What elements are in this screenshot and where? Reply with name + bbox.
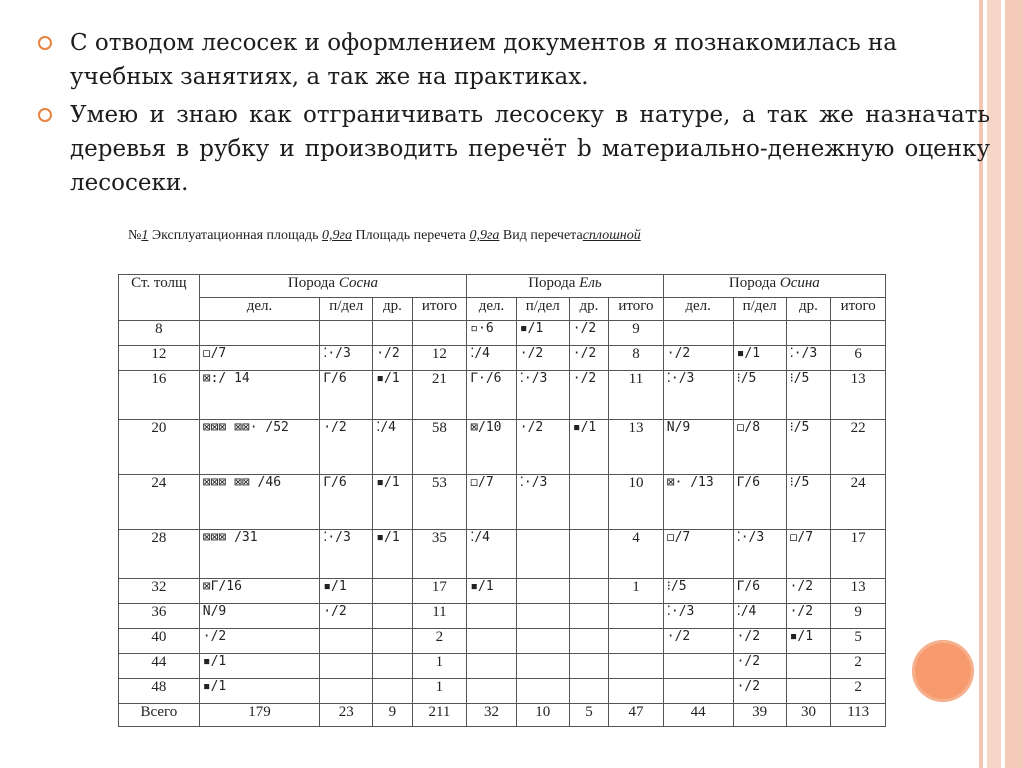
tally-cell: ·/2 [663, 346, 733, 371]
tally-cell: ⁚/4 [373, 420, 412, 475]
tally-cell: ⁝/5 [733, 371, 786, 420]
tally-cell: ⁚·/3 [516, 475, 569, 530]
tally-cell: ⊠:/ 14 [199, 371, 319, 420]
tally-cell [786, 654, 831, 679]
total-cell: 211 [412, 704, 467, 727]
tally-cell: N/9 [199, 604, 319, 629]
diameter-cell: 12 [119, 346, 200, 371]
subtotal-cell: 13 [609, 420, 664, 475]
diameter-cell: 20 [119, 420, 200, 475]
subtotal-cell: 21 [412, 371, 467, 420]
subheader-cell: дел. [663, 298, 733, 321]
tally-cell: ⊠/10 [467, 420, 517, 475]
subtotal-cell: 13 [831, 371, 886, 420]
total-cell: 23 [320, 704, 373, 727]
tally-cell [467, 679, 517, 704]
subtotal-cell: 1 [412, 679, 467, 704]
tally-cell: ·/2 [320, 604, 373, 629]
tally-cell: ▪/1 [373, 530, 412, 579]
tally-cell: ▪/1 [569, 420, 608, 475]
tally-cell: ◻/7 [199, 346, 319, 371]
tally-cell [467, 629, 517, 654]
subheader-cell: др. [373, 298, 412, 321]
total-cell: 113 [831, 704, 886, 727]
subtotal-cell: 12 [412, 346, 467, 371]
table-row [119, 321, 886, 346]
diameter-cell: 36 [119, 604, 200, 629]
tally-cell: ▪/1 [373, 371, 412, 420]
total-label: Всего [119, 704, 200, 727]
table-row [119, 346, 886, 371]
tally-cell [373, 321, 412, 346]
diameter-cell: 28 [119, 530, 200, 579]
subheader-cell: дел. [467, 298, 517, 321]
tally-cell: ·/2 [733, 629, 786, 654]
subtotal-cell: 9 [831, 604, 886, 629]
tally-cell: ·/2 [786, 579, 831, 604]
tally-cell [733, 321, 786, 346]
tally-cell: ▪/1 [199, 679, 319, 704]
bullet-item [38, 98, 990, 200]
tally-cell [569, 604, 608, 629]
tally-cell: ·/2 [516, 346, 569, 371]
bullet-item [38, 26, 990, 94]
tally-cell [569, 475, 608, 530]
subheader-cell: итого [609, 298, 664, 321]
table-row [119, 579, 886, 604]
total-cell: 39 [733, 704, 786, 727]
tally-cell [569, 629, 608, 654]
tally-cell: ⁚·/3 [733, 530, 786, 579]
tally-cell: ⁚·/3 [663, 604, 733, 629]
total-row [119, 704, 886, 727]
tally-cell: Γ/6 [320, 475, 373, 530]
tally-cell [569, 679, 608, 704]
subtotal-cell: 1 [412, 654, 467, 679]
tally-cell [199, 321, 319, 346]
subtotal-cell: 2 [831, 679, 886, 704]
total-cell: 9 [373, 704, 412, 727]
subtotal-cell: 9 [609, 321, 664, 346]
tally-cell: ·/2 [516, 420, 569, 475]
species-header: Порода Сосна [199, 275, 466, 298]
tally-cell [373, 604, 412, 629]
species-header: Порода Осина [663, 275, 885, 298]
tally-cell: ·/2 [569, 346, 608, 371]
tally-cell: ⁚·/3 [320, 346, 373, 371]
tally-cell: ⁝/5 [786, 371, 831, 420]
tally-cell [373, 579, 412, 604]
table-row [119, 604, 886, 629]
subheader-cell: п/дел [516, 298, 569, 321]
tally-cell: ▪/1 [320, 579, 373, 604]
diameter-cell: 8 [119, 321, 200, 346]
diameter-cell: 32 [119, 579, 200, 604]
subheader-cell: п/дел [733, 298, 786, 321]
tally-cell: ⁚/4 [467, 346, 517, 371]
subtotal-cell: 11 [609, 371, 664, 420]
tally-cell: ·/2 [733, 679, 786, 704]
tally-cell [569, 530, 608, 579]
tally-cell [373, 679, 412, 704]
tally-cell: ◻/8 [733, 420, 786, 475]
subheader-cell: др. [786, 298, 831, 321]
table-title: №1 Эксплуатационная площадь 0,9га Площадь перечета 0,9га Вид перечетасплошной [128, 228, 641, 243]
tally-cell: Γ/6 [320, 371, 373, 420]
bullet-text: Умею и знаю как отграничивать лесосеку в натуре, а так же назначать деревья в рубку и производить перечёт b материально-денежную оценку лесосеки. [70, 102, 990, 196]
tally-cell: Γ/6 [733, 475, 786, 530]
subheader-cell: п/дел [320, 298, 373, 321]
total-cell: 44 [663, 704, 733, 727]
corner-header: Ст. толщ [119, 275, 200, 321]
tally-cell: ◻/7 [467, 475, 517, 530]
subtotal-cell: 4 [609, 530, 664, 579]
tally-cell: ⊠· /13 [663, 475, 733, 530]
subtotal-cell [609, 654, 664, 679]
subtotal-cell: 35 [412, 530, 467, 579]
tally-cell [663, 321, 733, 346]
tally-cell: ⁚/4 [467, 530, 517, 579]
bullet-circle-icon [38, 108, 52, 122]
tally-cell: ·/2 [733, 654, 786, 679]
bullet-list [38, 26, 990, 204]
subheader-cell: др. [569, 298, 608, 321]
tally-cell [663, 679, 733, 704]
tally-cell: ⊠⊠⊠ ⊠⊠ /46 [199, 475, 319, 530]
diameter-cell: 16 [119, 371, 200, 420]
tally-cell [786, 679, 831, 704]
tally-cell: ⁝/5 [663, 579, 733, 604]
table-row [119, 371, 886, 420]
tally-cell: ⊠⊠⊠ ⊠⊠· /52 [199, 420, 319, 475]
subtotal-cell [609, 604, 664, 629]
tally-cell: ⁚·/3 [663, 371, 733, 420]
total-cell: 179 [199, 704, 319, 727]
subtotal-cell [609, 629, 664, 654]
tally-cell: ⊠⊠⊠ /31 [199, 530, 319, 579]
tally-cell: ⁚·/3 [516, 371, 569, 420]
tally-cell [373, 629, 412, 654]
tally-cell: N/9 [663, 420, 733, 475]
tally-cell: ·/2 [199, 629, 319, 654]
species-header: Порода Ель [467, 275, 664, 298]
tally-cell: ·/2 [569, 321, 608, 346]
tally-cell: ⁚/4 [733, 604, 786, 629]
tally-cell [663, 654, 733, 679]
subtotal-cell: 10 [609, 475, 664, 530]
table-row [119, 629, 886, 654]
tally-cell [320, 654, 373, 679]
tally-cell: ◻/7 [663, 530, 733, 579]
stripe [1005, 0, 1023, 768]
subtotal-cell: 13 [831, 579, 886, 604]
bullet-text: С отводом лесосек и оформлением документов я познакомилась на учебных занятиях, а так же на практиках. [70, 30, 897, 90]
tally-cell: ·/2 [320, 420, 373, 475]
diameter-cell: 44 [119, 654, 200, 679]
diameter-cell: 48 [119, 679, 200, 704]
tally-cell [320, 321, 373, 346]
orange-circle-decoration [912, 640, 974, 702]
tally-cell [569, 579, 608, 604]
tally-cell [373, 654, 412, 679]
tally-cell [516, 654, 569, 679]
tally-cell: ▪/1 [199, 654, 319, 679]
subheader-cell: итого [831, 298, 886, 321]
tally-cell: Γ/6 [733, 579, 786, 604]
bullet-circle-icon [38, 36, 52, 50]
subtotal-cell: 22 [831, 420, 886, 475]
tally-cell: ⁚·/3 [786, 346, 831, 371]
tally-cell: Γ·/6 [467, 371, 517, 420]
subtotal-cell: 2 [831, 654, 886, 679]
tally-cell [786, 321, 831, 346]
tally-cell [516, 604, 569, 629]
tally-cell [467, 654, 517, 679]
tally-cell: ⁚·/3 [320, 530, 373, 579]
tally-cell: ⁝/5 [786, 420, 831, 475]
tally-table [118, 274, 886, 727]
subtotal-cell: 24 [831, 475, 886, 530]
tally-cell: ▪/1 [516, 321, 569, 346]
tally-cell [516, 530, 569, 579]
tally-cell: ·/2 [373, 346, 412, 371]
subheader-cell: дел. [199, 298, 319, 321]
tally-cell: ◻/7 [786, 530, 831, 579]
tally-cell: ·/2 [569, 371, 608, 420]
tally-cell: ▫·6 [467, 321, 517, 346]
tally-cell [569, 654, 608, 679]
total-cell: 47 [609, 704, 664, 727]
tally-cell: ▪/1 [786, 629, 831, 654]
tally-cell: ·/2 [663, 629, 733, 654]
diameter-cell: 40 [119, 629, 200, 654]
tally-cell [516, 679, 569, 704]
table-row [119, 530, 886, 579]
subtotal-cell [609, 679, 664, 704]
table-row [119, 420, 886, 475]
subtotal-cell: 2 [412, 629, 467, 654]
tally-cell: ▪/1 [373, 475, 412, 530]
tally-cell [320, 629, 373, 654]
tally-cell: ⁝/5 [786, 475, 831, 530]
tally-cell [516, 579, 569, 604]
table-row [119, 679, 886, 704]
tally-cell: ·/2 [786, 604, 831, 629]
tally-cell: ▪/1 [467, 579, 517, 604]
subheader-cell: итого [412, 298, 467, 321]
tally-cell [516, 629, 569, 654]
table-row [119, 654, 886, 679]
subtotal-cell: 58 [412, 420, 467, 475]
subtotal-cell: 1 [609, 579, 664, 604]
tally-cell [467, 604, 517, 629]
total-cell: 5 [569, 704, 608, 727]
subtotal-cell: 53 [412, 475, 467, 530]
tally-cell [320, 679, 373, 704]
subheader-row [119, 298, 886, 321]
tally-cell: ▪/1 [733, 346, 786, 371]
subtotal-cell [412, 321, 467, 346]
table-row [119, 475, 886, 530]
subtotal-cell: 5 [831, 629, 886, 654]
subtotal-cell: 8 [609, 346, 664, 371]
total-cell: 10 [516, 704, 569, 727]
subtotal-cell [831, 321, 886, 346]
subtotal-cell: 17 [412, 579, 467, 604]
diameter-cell: 24 [119, 475, 200, 530]
subtotal-cell: 17 [831, 530, 886, 579]
tally-cell: ⊠Γ/16 [199, 579, 319, 604]
total-cell: 32 [467, 704, 517, 727]
subtotal-cell: 11 [412, 604, 467, 629]
total-cell: 30 [786, 704, 831, 727]
subtotal-cell: 6 [831, 346, 886, 371]
